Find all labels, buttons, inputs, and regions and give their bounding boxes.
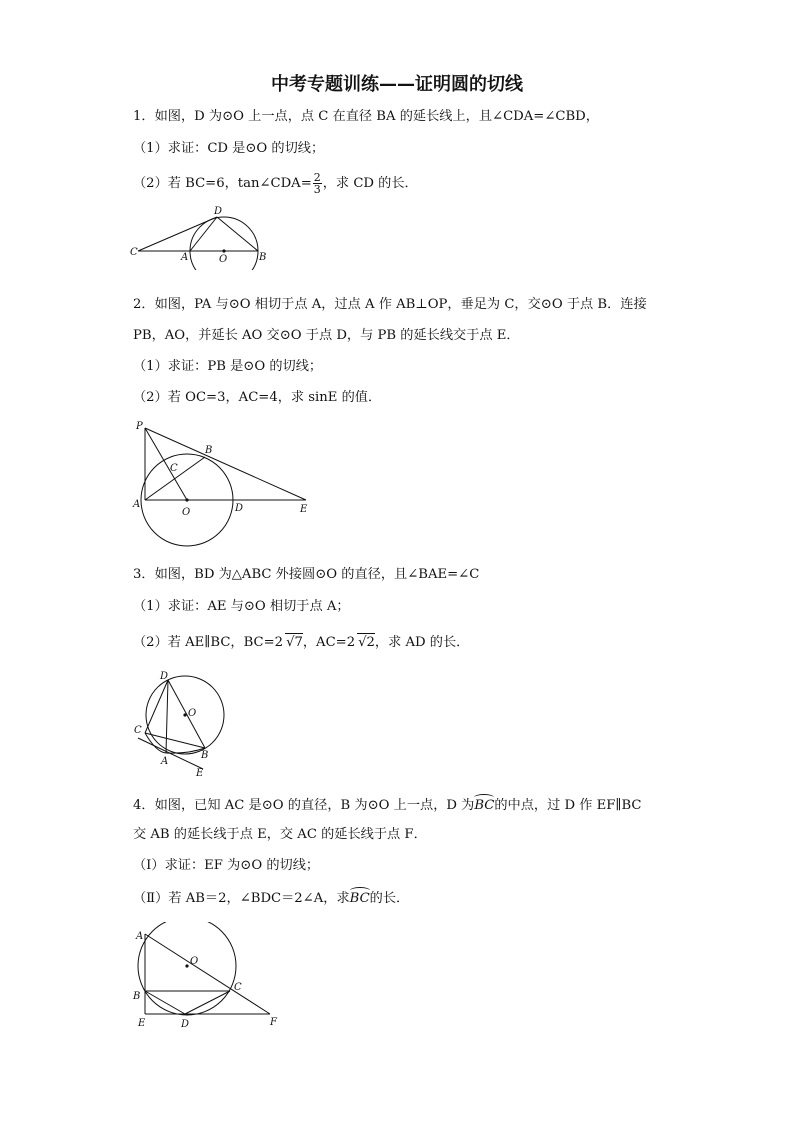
p3-stem: 3．如图，BD 为△ABC 外接圆⊙O 的直径，且∠BAE=∠C <box>133 567 480 582</box>
p1-frac-num: 2 <box>313 171 321 184</box>
p3-label-C: C <box>134 725 142 736</box>
p3-label-A: A <box>161 756 169 767</box>
p1-fraction <box>313 172 322 195</box>
p2-q1: （1）求证：PB 是⊙O 的切线； <box>133 359 323 374</box>
p1-frac-den: 3 <box>313 183 321 196</box>
p3-label-B: B <box>201 750 209 761</box>
page-title: 中考专题训练——证明圆的切线 <box>271 74 523 95</box>
p3-sqrt-7: √7 <box>286 635 303 650</box>
p4-label-F: F <box>270 1017 277 1028</box>
p4-q2-b: 的长． <box>369 891 410 906</box>
p3-q2 <box>133 633 469 652</box>
p4-label-A: A <box>136 931 144 942</box>
p4-label-E: E <box>138 1018 146 1029</box>
p4-q2 <box>133 888 409 908</box>
p4-label-D: D <box>181 1019 190 1030</box>
p1-figure <box>128 205 268 270</box>
p2-label-O: O <box>182 507 191 518</box>
p1-label-O: O <box>219 254 228 265</box>
p4-stem-line2: 交 AB 的延长线于点 E，交 AC 的延长线于点 F． <box>133 827 427 842</box>
p3-q1: （1）求证：AE 与⊙O 相切于点 A； <box>133 599 350 614</box>
p4-stem-line1 <box>133 795 642 815</box>
p1-q2-post: ，求 CD 的长． <box>322 176 418 191</box>
p4-arc-BC: BC <box>474 795 494 815</box>
p4-q2-a: （Ⅱ）若 AB＝2，∠BDC＝2∠A，求 <box>133 891 350 906</box>
p3-radicand-7: 7 <box>294 635 303 650</box>
p2-stem-line2: PB，AO，并延长 AO 交⊙O 于点 D，与 PB 的延长线交于点 E． <box>133 328 520 343</box>
p1-stem: 1．如图，D 为⊙O 上一点，点 C 在直径 BA 的延长线上，且∠CDA=∠CBD， <box>133 109 599 124</box>
p1-label-A: A <box>181 252 189 263</box>
p3-q2-a: （2）若 AE∥BC，BC=2 <box>133 635 284 650</box>
p1-q2 <box>133 172 418 195</box>
p3-figure <box>128 668 228 780</box>
p1-label-D: D <box>214 206 223 217</box>
p3-label-O: O <box>188 708 197 719</box>
p4-stem1-a: 4．如图，已知 AC 是⊙O 的直径，B 为⊙O 上一点，D 为 <box>133 798 475 813</box>
p3-q2-c: ，求 AD 的长． <box>374 635 470 650</box>
p2-label-D: D <box>235 503 244 514</box>
p4-q1: （Ⅰ）求证：EF 为⊙O 的切线； <box>133 858 320 873</box>
p1-label-B: B <box>259 252 267 263</box>
p2-stem-line1: 2．如图，PA 与⊙O 相切于点 A，过点 A 作 AB⊥OP，垂足为 C，交⊙O 于点 B．连接 <box>133 297 647 312</box>
p1-q1: （1）求证：CD 是⊙O 的切线； <box>133 141 325 156</box>
p2-label-A: A <box>133 499 141 510</box>
p3-label-E: E <box>196 768 204 779</box>
p2-label-E: E <box>300 504 308 515</box>
p2-label-P: P <box>136 421 143 432</box>
p1-label-C: C <box>130 247 138 258</box>
p4-label-C: C <box>234 982 242 993</box>
p2-label-B: B <box>205 445 213 456</box>
p2-figure <box>128 418 323 553</box>
p3-radicand-2: 2 <box>366 635 375 650</box>
p2-label-C: C <box>170 463 178 474</box>
p3-sqrt-2: √2 <box>358 635 375 650</box>
p4-figure <box>128 922 288 1034</box>
p4-label-O: O <box>190 956 199 967</box>
p3-q2-b: ，AC=2 <box>302 635 356 650</box>
p2-q2: （2）若 OC=3，AC=4，求 sinE 的值． <box>133 390 382 405</box>
p4-label-B: B <box>133 991 141 1002</box>
p1-q2-pre: （2）若 BC=6，tan∠CDA= <box>133 176 312 191</box>
p3-label-D: D <box>160 671 169 682</box>
p4-q2-arc-BC: BC <box>350 888 370 908</box>
p4-stem1-b: 的中点，过 D 作 EF∥BC <box>494 798 642 813</box>
